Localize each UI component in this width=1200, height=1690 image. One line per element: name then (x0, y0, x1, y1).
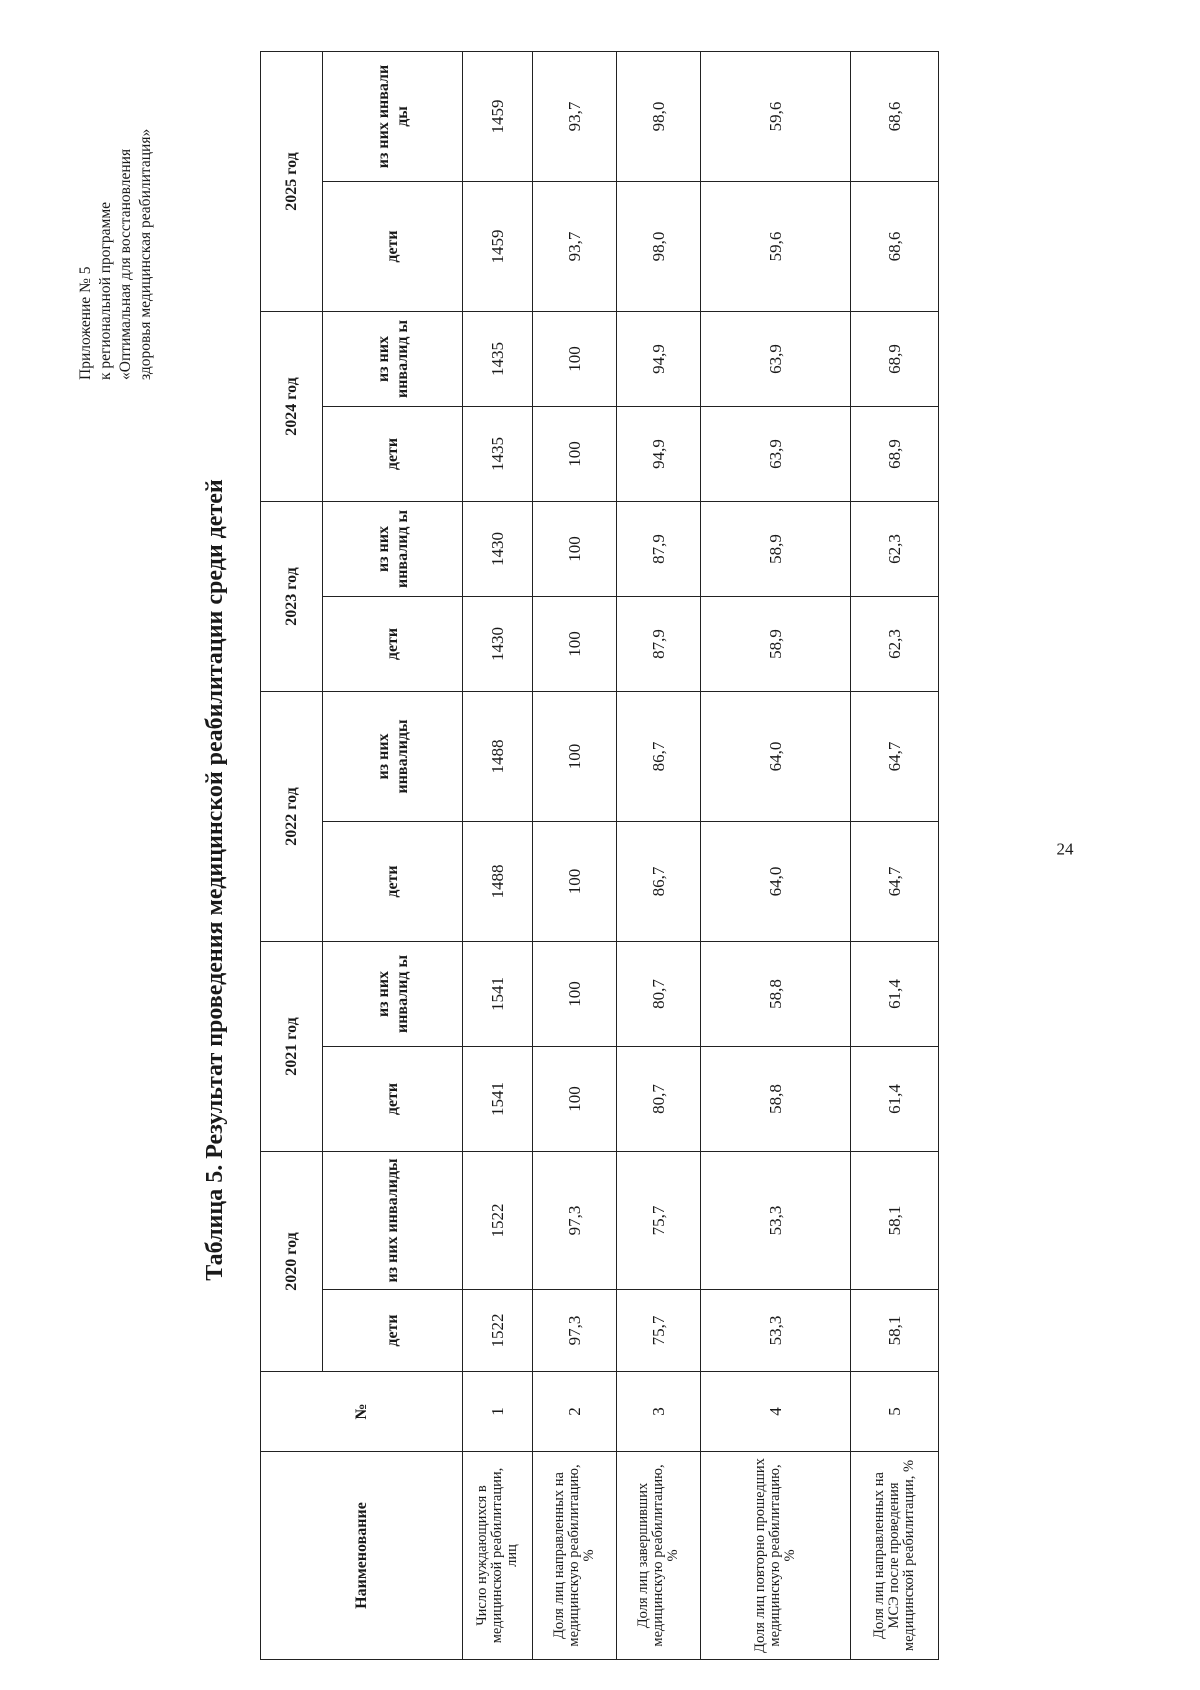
value-cell: 100 (533, 942, 617, 1047)
value-cell: 1522 (463, 1152, 533, 1290)
value-cell: 64,0 (701, 692, 851, 822)
value-cell: 63,9 (701, 407, 851, 502)
value-cell: 63,9 (701, 312, 851, 407)
year-header: 2022 год (261, 692, 323, 942)
value-cell: 1488 (463, 692, 533, 822)
children-header: дети (323, 1047, 463, 1152)
value-cell: 100 (533, 597, 617, 692)
value-cell: 61,4 (851, 1047, 939, 1152)
value-cell: 97,3 (533, 1152, 617, 1290)
value-cell: 68,6 (851, 182, 939, 312)
value-cell: 1541 (463, 942, 533, 1047)
row-number: 2 (533, 1372, 617, 1452)
value-cell: 87,9 (617, 502, 701, 597)
disabled-header: из них инвалиды (323, 1152, 463, 1290)
value-cell: 100 (533, 407, 617, 502)
value-cell: 97,3 (533, 1290, 617, 1372)
value-cell: 1459 (463, 182, 533, 312)
value-cell: 58,1 (851, 1152, 939, 1290)
year-header-row (261, 52, 323, 1660)
value-cell: 98,0 (617, 52, 701, 182)
value-cell: 1541 (463, 1047, 533, 1152)
disabled-header: из них инвалид ы (323, 502, 463, 597)
rehabilitation-table (260, 51, 939, 1660)
value-cell: 75,7 (617, 1152, 701, 1290)
value-cell: 68,9 (851, 312, 939, 407)
value-cell: 100 (533, 312, 617, 407)
value-cell: 58,9 (701, 502, 851, 597)
value-cell: 1488 (463, 822, 533, 942)
value-cell: 68,9 (851, 407, 939, 502)
children-header: дети (323, 597, 463, 692)
children-header: дети (323, 182, 463, 312)
annex-line-2: к региональной программе (97, 201, 114, 380)
children-header: дети (323, 822, 463, 942)
row-name: Число нуждающихся в медицинской реабилитации, лиц (463, 1452, 533, 1660)
disabled-header: из них инвали ды (323, 52, 463, 182)
value-cell: 59,6 (701, 182, 851, 312)
value-cell: 53,3 (701, 1290, 851, 1372)
value-cell: 1435 (463, 312, 533, 407)
value-cell: 86,7 (617, 822, 701, 942)
table-row (701, 52, 851, 1660)
value-cell: 98,0 (617, 182, 701, 312)
value-cell: 100 (533, 502, 617, 597)
value-cell: 94,9 (617, 407, 701, 502)
row-number: 3 (617, 1372, 701, 1452)
value-cell: 1430 (463, 597, 533, 692)
annex-note (76, 0, 156, 380)
table-row (851, 52, 939, 1660)
year-header: 2020 год (261, 1152, 323, 1372)
value-cell: 59,6 (701, 52, 851, 182)
value-cell: 1459 (463, 52, 533, 182)
year-header: 2024 год (261, 312, 323, 502)
value-cell: 1522 (463, 1290, 533, 1372)
disabled-header: из них инвалиды (323, 692, 463, 822)
year-header: 2021 год (261, 942, 323, 1152)
annex-line-1: Приложение № 5 (77, 266, 94, 380)
value-cell: 58,8 (701, 1047, 851, 1152)
row-name: Доля лиц направленных на медицинскую реабилитацию, % (533, 1452, 617, 1660)
value-cell: 100 (533, 1047, 617, 1152)
value-cell: 64,7 (851, 692, 939, 822)
row-name: Доля лиц повторно прошедших медицинскую реабилитацию, % (701, 1452, 851, 1660)
value-cell: 58,9 (701, 597, 851, 692)
row-number: 4 (701, 1372, 851, 1452)
year-header: 2023 год (261, 502, 323, 692)
value-cell: 68,6 (851, 52, 939, 182)
children-header: дети (323, 1290, 463, 1372)
row-name: Доля лиц направленных на МСЭ после проведения медицинской реабилитации, % (851, 1452, 939, 1660)
disabled-header: из них инвалид ы (323, 312, 463, 407)
value-cell: 94,9 (617, 312, 701, 407)
children-header: дети (323, 407, 463, 502)
value-cell: 64,7 (851, 822, 939, 942)
table-row (617, 52, 701, 1660)
value-cell: 93,7 (533, 182, 617, 312)
annex-line-3: «Оптимальная для восстановления (117, 148, 134, 380)
value-cell: 62,3 (851, 597, 939, 692)
page-number (1055, 830, 1075, 870)
value-cell: 61,4 (851, 942, 939, 1047)
year-header: 2025 год (261, 52, 323, 312)
page-number-text: 24 (1056, 840, 1074, 859)
table-title: Таблица 5. Результат проведения медицинской реабилитации среди детей (202, 479, 228, 1281)
value-cell: 86,7 (617, 692, 701, 822)
value-cell: 58,1 (851, 1290, 939, 1372)
value-cell: 64,0 (701, 822, 851, 942)
row-number: 5 (851, 1372, 939, 1452)
value-cell: 53,3 (701, 1152, 851, 1290)
value-cell: 87,9 (617, 597, 701, 692)
table-row (533, 52, 617, 1660)
value-cell: 80,7 (617, 1047, 701, 1152)
table-row (463, 52, 533, 1660)
value-cell: 1430 (463, 502, 533, 597)
row-name: Доля лиц завершивших медицинскую реабилитацию, % (617, 1452, 701, 1660)
value-cell: 93,7 (533, 52, 617, 182)
value-cell: 75,7 (617, 1290, 701, 1372)
disabled-header: из них инвалид ы (323, 942, 463, 1047)
value-cell: 62,3 (851, 502, 939, 597)
value-cell: 1435 (463, 407, 533, 502)
value-cell: 100 (533, 692, 617, 822)
annex-line-4: здоровья медицинская реабилитация» (137, 128, 154, 380)
value-cell: 80,7 (617, 942, 701, 1047)
row-number: 1 (463, 1372, 533, 1452)
value-cell: 58,8 (701, 942, 851, 1047)
value-cell: 100 (533, 822, 617, 942)
name-header: Наименование (261, 1452, 463, 1660)
num-header: № (261, 1372, 463, 1452)
